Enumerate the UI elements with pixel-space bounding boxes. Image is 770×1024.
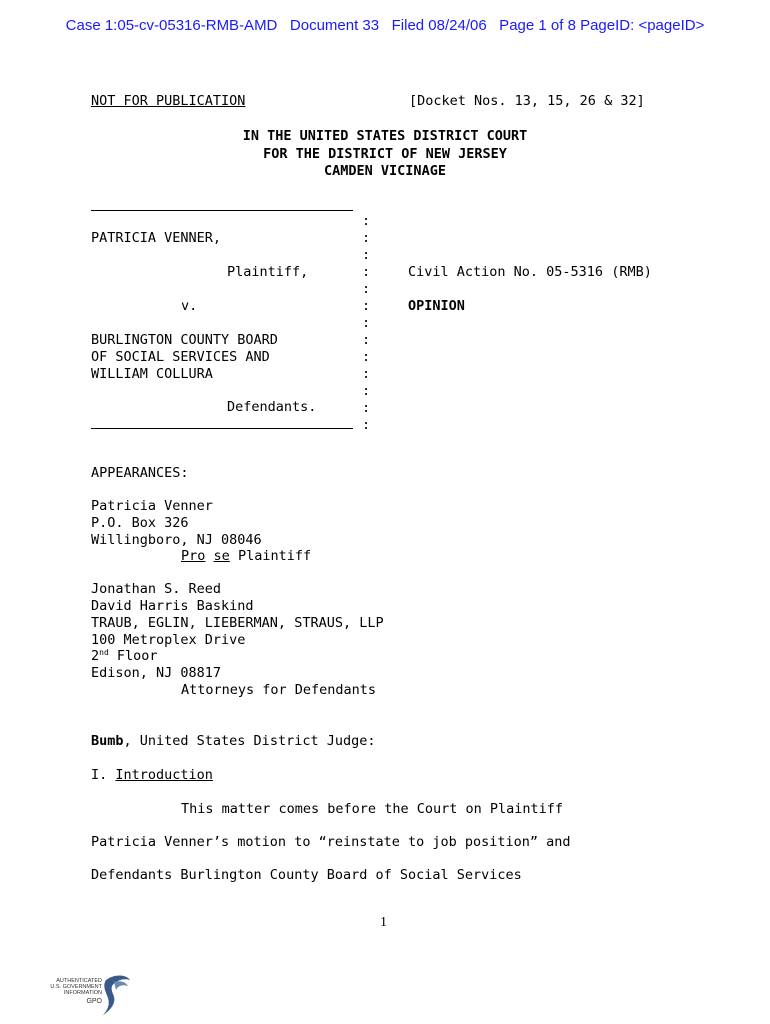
plaintiff-label: Plaintiff, bbox=[227, 264, 309, 280]
defendant-line3: WILLIAM COLLURA bbox=[91, 366, 213, 382]
section-heading: I. Introduction bbox=[91, 767, 213, 783]
plaintiff-appearance-name: Patricia Venner bbox=[91, 498, 213, 514]
publication-notice: NOT FOR PUBLICATION bbox=[91, 93, 246, 109]
docket-numbers: [Docket Nos. 13, 15, 26 & 32] bbox=[409, 93, 645, 109]
gpo-logo-mark: GPO bbox=[86, 998, 102, 1005]
case-header-stamp: Case 1:05-cv-05316-RMB-AMD Document 33 Filed 08/24/06 Page 1 of 8 PageID: <pageID> bbox=[65, 17, 705, 34]
gpo-logo-text: AUTHENTICATED U.S. GOVERNMENT INFORMATION bbox=[50, 978, 102, 996]
eagle-icon bbox=[100, 972, 134, 1018]
page-number: 1 bbox=[380, 915, 387, 930]
defense-role: Attorneys for Defendants bbox=[181, 682, 377, 698]
plaintiff-address-2: Willingboro, NJ 08046 bbox=[91, 532, 262, 548]
judge-line bbox=[91, 733, 375, 750]
firm-floor: 2nd Floor bbox=[91, 648, 158, 664]
defendant-label: Defendants. bbox=[227, 399, 317, 415]
firm-city: Edison, NJ 08817 bbox=[91, 665, 222, 681]
defense-attorney-1: Jonathan S. Reed bbox=[91, 581, 222, 597]
caption-bottom-rule bbox=[91, 428, 353, 429]
court-name-line3: CAMDEN VICINAGE bbox=[324, 163, 446, 179]
plaintiff-role: Pro se Plaintiff bbox=[181, 548, 312, 564]
plaintiff-address-1: P.O. Box 326 bbox=[91, 515, 189, 531]
body-line-2: Patricia Venner’s motion to “reinstate to job position” and bbox=[91, 834, 571, 850]
gpo-authentication-logo bbox=[44, 972, 134, 1018]
defendant-line1: BURLINGTON COUNTY BOARD bbox=[91, 332, 278, 348]
civil-action-number: Civil Action No. 05-5316 (RMB) bbox=[408, 264, 652, 280]
section-title: Introduction bbox=[115, 767, 213, 783]
defendant-line2: OF SOCIAL SERVICES AND bbox=[91, 349, 270, 365]
judge-title: , United States District Judge: bbox=[123, 733, 376, 749]
court-name-line2: FOR THE DISTRICT OF NEW JERSEY bbox=[263, 146, 507, 162]
defense-attorney-2: David Harris Baskind bbox=[91, 598, 254, 614]
court-name-line1: IN THE UNITED STATES DISTRICT COURT bbox=[242, 128, 528, 144]
versus: v. bbox=[181, 298, 198, 314]
plaintiff-name: PATRICIA VENNER, bbox=[91, 230, 222, 246]
caption-top-rule bbox=[91, 210, 353, 211]
body-line-3: Defendants Burlington County Board of Social Services bbox=[91, 867, 522, 883]
judge-name: Bumb bbox=[91, 733, 124, 749]
firm-street: 100 Metroplex Drive bbox=[91, 632, 246, 648]
law-firm-name: TRAUB, EGLIN, LIEBERMAN, STRAUS, LLP bbox=[91, 615, 384, 631]
appearances-heading: APPEARANCES: bbox=[91, 465, 189, 481]
document-type: OPINION bbox=[408, 298, 465, 314]
body-line-1: This matter comes before the Court on Plaintiff bbox=[181, 801, 564, 817]
